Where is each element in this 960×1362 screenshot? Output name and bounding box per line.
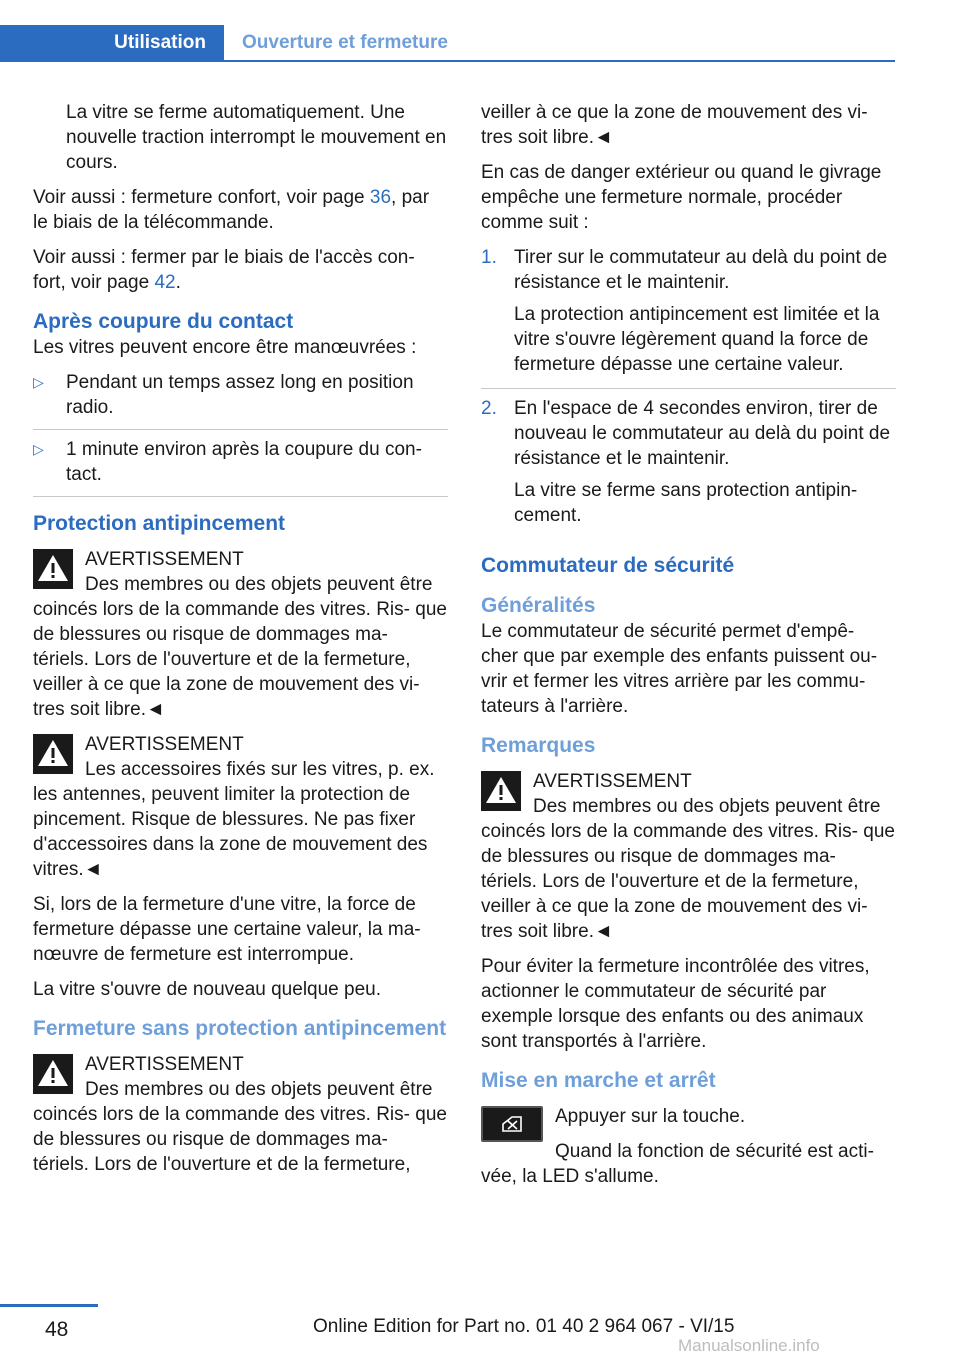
heading-remarques: Remarques: [481, 734, 596, 757]
danger-text: En cas de danger extérieur ou quand le givrage empêche une fermeture normale, procéder comme suit :: [481, 162, 882, 233]
reopen-text: La vitre s'ouvre de nouveau quelque peu.: [33, 979, 381, 1000]
warning-title: AVERTISSEMENT: [85, 734, 244, 755]
triangle-bullet-icon: ▷: [33, 374, 44, 390]
footer-rule: [0, 1304, 98, 1307]
key-instruction: [481, 1104, 896, 1189]
step-subtext: La vitre se ferme sans protection antipin‐ cement.: [514, 480, 858, 526]
heading-commutateur-securite: Commutateur de sécurité: [481, 554, 735, 577]
page-link-42[interactable]: 42: [154, 272, 176, 293]
force-text: Si, lors de la fermeture d'une vitre, la force de fermeture dépasse une certaine valeur, la ma‐ nœuvre de fermeture est interrompue.: [33, 894, 421, 965]
warning-triangle-icon: [33, 549, 73, 589]
edition-text: Online Edition for Part no. 01 40 2 964 067 - VI/15: [313, 1316, 735, 1337]
step-number: 2.: [481, 398, 497, 419]
list-item: ▷ 1 minute environ après la coupure du con‐ tact.: [33, 437, 448, 497]
warning-triangle-icon: [33, 734, 73, 774]
heading-protection-antipincement: Protection antipincement: [33, 512, 286, 535]
list-item: ▷ Pendant un temps assez long en position radio.: [33, 370, 448, 430]
heading-fermeture-sans-protection: Fermeture sans protection antipincement: [33, 1017, 447, 1040]
warning-triangle-icon: [481, 771, 521, 811]
warning-continuation: veiller à ce que la zone de mouvement des vi‐ tres soit libre.◄: [481, 102, 868, 148]
step-subtext: La protection antipincement est limitée et la vitre s'ouvre légèrement quand la force de fermeture dépasse une certaine valeur.: [514, 304, 880, 375]
intro-text: La vitre se ferme automatiquement. Une nouvelle traction interrompt le mouvement en cours.: [66, 102, 447, 173]
led-text: Quand la fonction de sécurité est acti‐ vée, la LED s'allume.: [481, 1141, 874, 1187]
step-number: 1.: [481, 247, 497, 268]
warning-title: AVERTISSEMENT: [85, 1054, 244, 1075]
heading-apres-coupure: Après coupure du contact: [33, 310, 294, 333]
warning-title: AVERTISSEMENT: [533, 771, 692, 792]
heading-generalites: Généralités: [481, 594, 596, 617]
left-column: [33, 100, 448, 1187]
eviter-text: Pour éviter la fermeture incontrôlée des vitres, actionner le commutateur de sécurité par exemple lorsque des enfants ou des animaux sont transportés à l'arrière.: [481, 956, 870, 1052]
page-link-36[interactable]: 36: [369, 187, 392, 208]
window-lock-button-icon: [481, 1106, 543, 1142]
generalites-text: Le commutateur de sécurité permet d'empê‐ cher que par exemple des enfants puissent ou‐ vrir et fermer les vitres arrière par les commu‐ tateurs à l'arrière.: [481, 621, 878, 717]
page-number: 48: [45, 1318, 69, 1341]
warning-text: Des membres ou des objets peuvent être coincés lors de la commande des vitres. Ris‐ que de blessures ou risque de dommages ma‐ tériels. Lors de l'ouverture et de la fermeture,: [33, 1079, 447, 1175]
tab-utilisation[interactable]: Utilisation: [0, 25, 224, 61]
step-text: Tirer sur le commutateur au delà du point de résistance et le maintenir.: [514, 247, 888, 293]
right-column: [481, 100, 896, 1199]
warning-block-3: [33, 1052, 448, 1177]
warning-block-2: [33, 732, 448, 882]
tab-ouverture-fermeture[interactable]: Ouverture et fermeture: [242, 32, 448, 53]
see-also-access: Voir aussi : fermer par le biais de l'accès con‐ fort, voir page 42.: [33, 247, 415, 293]
warning-triangle-icon: [33, 1054, 73, 1094]
warning-title: AVERTISSEMENT: [85, 549, 244, 570]
warning-block-1: [33, 547, 448, 722]
apres-text: Les vitres peuvent encore être manœuvrées :: [33, 337, 417, 358]
step-text: En l'espace de 4 secondes environ, tirer de nouveau le commutateur au delà du point de résistance et le maintenir.: [514, 398, 891, 469]
list-item: [481, 396, 896, 539]
watermark: Manualsonline.info: [678, 1336, 820, 1355]
warning-text: Des membres ou des objets peuvent être coincés lors de la commande des vitres. Ris‐ que de blessures ou risque de dommages ma‐ tériels. Lors de l'ouverture et de la fermeture, veiller à ce que la zone de mouvement des vi‐ tres soit libre.◄: [481, 796, 895, 942]
press-text: Appuyer sur la touche.: [555, 1106, 746, 1127]
warning-text: Les accessoires fixés sur les vitres, p. ex. les antennes, peuvent limiter la protection de pincement. Risque de blessures. Ne pas fixer d'accessoires dans la zone de mouvement des vitres.◄: [33, 759, 435, 880]
see-also-comfort: Voir aussi : fermeture confort, voir page 36, par le biais de la télécommande.: [33, 187, 430, 233]
warning-text: Des membres ou des objets peuvent être coincés lors de la commande des vitres. Ris‐ que de blessures ou risque de dommages ma‐ tériels. Lors de l'ouverture et de la fermeture, veiller à ce que la zone de mouvement des vi‐ tres soit libre.◄: [33, 574, 447, 720]
steps-list: [481, 245, 896, 539]
list-item: [481, 245, 896, 389]
heading-mise-en-marche: Mise en marche et arrêt: [481, 1069, 716, 1092]
warning-block-4: [481, 769, 896, 944]
apres-list: [33, 370, 448, 497]
triangle-bullet-icon: ▷: [33, 441, 44, 457]
